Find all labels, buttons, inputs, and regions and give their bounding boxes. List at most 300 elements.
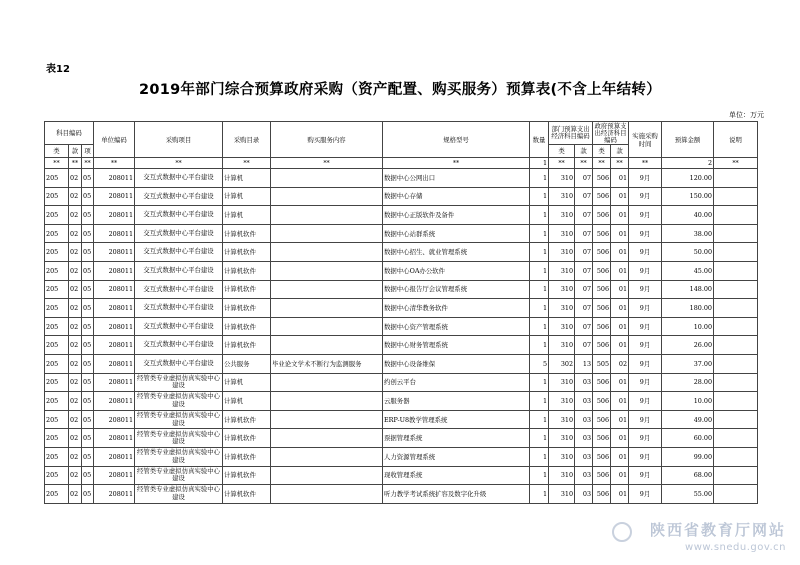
cell-amount: 26.00 xyxy=(662,336,714,355)
cell-xiang: 05 xyxy=(82,224,94,243)
cell-kuan: 02 xyxy=(69,243,82,262)
header-note: 说明 xyxy=(714,122,758,158)
cell-govt-lei: 506 xyxy=(593,206,611,225)
cell-xiang: 05 xyxy=(82,354,94,373)
cell-amount: 55.00 xyxy=(662,485,714,504)
cell-note xyxy=(714,243,758,262)
header-xiang: 项 xyxy=(82,145,94,158)
cell-amount: 50.00 xyxy=(662,243,714,262)
cell-budget-kuan: 03 xyxy=(575,466,593,485)
cell-xiang: 05 xyxy=(82,280,94,299)
cell-budget-kuan: 07 xyxy=(575,187,593,206)
table-row xyxy=(45,485,758,504)
watermark-url: www.snedu.gov.cn xyxy=(685,542,786,553)
cell-budget-lei: 310 xyxy=(549,336,575,355)
cell-govt-kuan: 01 xyxy=(611,206,629,225)
cell-lei: 205 xyxy=(45,169,69,188)
cell-unit-code: 208011 xyxy=(94,280,135,299)
cell-govt-kuan: 01 xyxy=(611,392,629,411)
marker-cell: ** xyxy=(549,158,575,169)
cell-unit-code: 208011 xyxy=(94,317,135,336)
cell-govt-kuan: 01 xyxy=(611,373,629,392)
cell-unit-code: 208011 xyxy=(94,261,135,280)
cell-catalog: 计算机软件 xyxy=(223,317,271,336)
table-row xyxy=(45,336,758,355)
cell-spec: 数据中心公网出口 xyxy=(383,169,530,188)
cell-spec: 云服务器 xyxy=(383,392,530,411)
cell-budget-lei: 310 xyxy=(549,373,575,392)
cell-budget-kuan: 07 xyxy=(575,317,593,336)
cell-unit-code: 208011 xyxy=(94,243,135,262)
cell-amount: 38.00 xyxy=(662,224,714,243)
cell-govt-lei: 506 xyxy=(593,429,611,448)
cell-spec: 数据中心站群系统 xyxy=(383,224,530,243)
cell-impl-time: 9月 xyxy=(629,447,662,466)
cell-quantity: 1 xyxy=(530,410,549,429)
cell-unit-code: 208011 xyxy=(94,299,135,318)
cell-xiang: 05 xyxy=(82,206,94,225)
cell-note xyxy=(714,187,758,206)
cell-govt-kuan: 01 xyxy=(611,410,629,429)
cell-amount: 49.00 xyxy=(662,410,714,429)
cell-kuan: 02 xyxy=(69,466,82,485)
cell-amount: 45.00 xyxy=(662,261,714,280)
cell-quantity: 1 xyxy=(530,317,549,336)
cell-unit-code: 208011 xyxy=(94,206,135,225)
marker-cell: 2 xyxy=(662,158,714,169)
cell-lei: 205 xyxy=(45,429,69,448)
cell-budget-lei: 310 xyxy=(549,429,575,448)
table-row xyxy=(45,261,758,280)
marker-row xyxy=(45,158,758,169)
marker-cell: ** xyxy=(629,158,662,169)
cell-note xyxy=(714,429,758,448)
cell-spec: 数据中心报告厅会议管理系统 xyxy=(383,280,530,299)
header-subject-code: 科目编码 xyxy=(45,122,94,145)
cell-lei: 205 xyxy=(45,336,69,355)
cell-spec: 数据中心清华教务软件 xyxy=(383,299,530,318)
cell-lei: 205 xyxy=(45,224,69,243)
cell-note xyxy=(714,206,758,225)
cell-kuan: 02 xyxy=(69,429,82,448)
table-row xyxy=(45,429,758,448)
header-unit-code: 单位编码 xyxy=(94,122,135,158)
cell-service-content xyxy=(271,280,383,299)
header-budget-kuan: 款 xyxy=(575,145,593,158)
cell-service-content xyxy=(271,447,383,466)
cell-project: 交互式数据中心平台建设 xyxy=(135,317,223,336)
watermark xyxy=(650,519,786,553)
header-service-content: 购买服务内容 xyxy=(271,122,383,158)
cell-note xyxy=(714,224,758,243)
cell-service-content xyxy=(271,336,383,355)
cell-govt-lei: 506 xyxy=(593,243,611,262)
cell-kuan: 02 xyxy=(69,187,82,206)
cell-budget-lei: 310 xyxy=(549,447,575,466)
table-row xyxy=(45,187,758,206)
cell-govt-lei: 506 xyxy=(593,261,611,280)
marker-cell: ** xyxy=(575,158,593,169)
cell-govt-kuan: 01 xyxy=(611,261,629,280)
cell-lei: 205 xyxy=(45,485,69,504)
cell-project: 交互式数据中心平台建设 xyxy=(135,243,223,262)
cell-spec: 人力资源管理系统 xyxy=(383,447,530,466)
header-lei: 类 xyxy=(45,145,69,158)
cell-govt-kuan: 01 xyxy=(611,224,629,243)
cell-amount: 10.00 xyxy=(662,317,714,336)
cell-xiang: 05 xyxy=(82,429,94,448)
header-catalog: 采购目录 xyxy=(223,122,271,158)
table-row xyxy=(45,206,758,225)
cell-govt-lei: 506 xyxy=(593,187,611,206)
cell-budget-lei: 310 xyxy=(549,261,575,280)
cell-impl-time: 9月 xyxy=(629,206,662,225)
cell-budget-kuan: 13 xyxy=(575,354,593,373)
watermark-site-name: 陕西省教育厅网站 xyxy=(649,521,786,539)
cell-lei: 205 xyxy=(45,317,69,336)
cell-xiang: 05 xyxy=(82,410,94,429)
cell-unit-code: 208011 xyxy=(94,336,135,355)
cell-budget-lei: 310 xyxy=(549,392,575,411)
cell-note xyxy=(714,336,758,355)
cell-service-content xyxy=(271,224,383,243)
cell-unit-code: 208011 xyxy=(94,466,135,485)
cell-lei: 205 xyxy=(45,354,69,373)
cell-budget-lei: 310 xyxy=(549,280,575,299)
cell-service-content xyxy=(271,466,383,485)
cell-project: 交互式数据中心平台建设 xyxy=(135,299,223,318)
cell-govt-lei: 506 xyxy=(593,336,611,355)
cell-lei: 205 xyxy=(45,410,69,429)
marker-cell: ** xyxy=(593,158,611,169)
cell-govt-kuan: 01 xyxy=(611,187,629,206)
cell-unit-code: 208011 xyxy=(94,187,135,206)
cell-govt-lei: 505 xyxy=(593,354,611,373)
cell-govt-kuan: 01 xyxy=(611,485,629,504)
page-title: 2019年部门综合预算政府采购（资产配置、购买服务）预算表(不含上年结转） xyxy=(138,82,662,98)
cell-note xyxy=(714,354,758,373)
cell-govt-lei: 506 xyxy=(593,169,611,188)
cell-impl-time: 9月 xyxy=(629,317,662,336)
cell-catalog: 计算机 xyxy=(223,169,271,188)
cell-quantity: 1 xyxy=(530,187,549,206)
header-govt-lei: 类 xyxy=(593,145,611,158)
cell-amount: 37.00 xyxy=(662,354,714,373)
cell-service-content xyxy=(271,392,383,411)
cell-govt-kuan: 02 xyxy=(611,354,629,373)
cell-xiang: 05 xyxy=(82,336,94,355)
cell-project: 经管类专业虚拟仿真实验中心建设 xyxy=(135,466,223,485)
cell-kuan: 02 xyxy=(69,317,82,336)
cell-quantity: 1 xyxy=(530,169,549,188)
cell-lei: 205 xyxy=(45,187,69,206)
cell-lei: 205 xyxy=(45,466,69,485)
table-row xyxy=(45,169,758,188)
cell-amount: 180.00 xyxy=(662,299,714,318)
cell-xiang: 05 xyxy=(82,373,94,392)
header-govt-kuan: 款 xyxy=(611,145,629,158)
header-row-1 xyxy=(45,122,758,145)
cell-quantity: 1 xyxy=(530,485,549,504)
unit-label: 单位：万元 xyxy=(729,111,764,119)
cell-xiang: 05 xyxy=(82,447,94,466)
cell-unit-code: 208011 xyxy=(94,485,135,504)
marker-cell: ** xyxy=(223,158,271,169)
cell-govt-kuan: 01 xyxy=(611,169,629,188)
cell-service-content xyxy=(271,317,383,336)
cell-unit-code: 208011 xyxy=(94,410,135,429)
cell-govt-kuan: 01 xyxy=(611,280,629,299)
cell-catalog: 计算机软件 xyxy=(223,243,271,262)
cell-lei: 205 xyxy=(45,280,69,299)
cell-quantity: 1 xyxy=(530,206,549,225)
cell-budget-lei: 310 xyxy=(549,299,575,318)
cell-service-content xyxy=(271,187,383,206)
header-budget-lei: 类 xyxy=(549,145,575,158)
header-quantity: 数量 xyxy=(530,122,549,158)
cell-kuan: 02 xyxy=(69,336,82,355)
table-number-label: 表12 xyxy=(46,64,70,75)
cell-project: 经管类专业虚拟仿真实验中心建设 xyxy=(135,392,223,411)
cell-spec: 数据中心正版软件及备件 xyxy=(383,206,530,225)
cell-quantity: 1 xyxy=(530,224,549,243)
marker-cell: ** xyxy=(714,158,758,169)
table-row xyxy=(45,317,758,336)
cell-govt-lei: 506 xyxy=(593,373,611,392)
cell-catalog: 计算机软件 xyxy=(223,447,271,466)
cell-kuan: 02 xyxy=(69,206,82,225)
cell-xiang: 05 xyxy=(82,317,94,336)
cell-quantity: 1 xyxy=(530,447,549,466)
table-row xyxy=(45,410,758,429)
cell-impl-time: 9月 xyxy=(629,187,662,206)
cell-note xyxy=(714,447,758,466)
cell-budget-kuan: 07 xyxy=(575,336,593,355)
table-row xyxy=(45,392,758,411)
cell-budget-kuan: 03 xyxy=(575,373,593,392)
cell-catalog: 计算机软件 xyxy=(223,280,271,299)
cell-govt-kuan: 01 xyxy=(611,336,629,355)
cell-amount: 150.00 xyxy=(662,187,714,206)
header-spec: 规格型号 xyxy=(383,122,530,158)
cell-budget-lei: 310 xyxy=(549,466,575,485)
cell-spec: 听力教学考试系统扩容及数字化升级 xyxy=(383,485,530,504)
cell-govt-lei: 506 xyxy=(593,466,611,485)
cell-unit-code: 208011 xyxy=(94,392,135,411)
cell-lei: 205 xyxy=(45,243,69,262)
cell-quantity: 1 xyxy=(530,261,549,280)
marker-cell: ** xyxy=(611,158,629,169)
cell-catalog: 计算机 xyxy=(223,373,271,392)
cell-project: 交互式数据中心平台建设 xyxy=(135,354,223,373)
cell-project: 交互式数据中心平台建设 xyxy=(135,336,223,355)
cell-note xyxy=(714,299,758,318)
cell-govt-lei: 506 xyxy=(593,447,611,466)
cell-amount: 148.00 xyxy=(662,280,714,299)
cell-budget-lei: 310 xyxy=(549,485,575,504)
table-row xyxy=(45,280,758,299)
cell-kuan: 02 xyxy=(69,169,82,188)
cell-service-content xyxy=(271,261,383,280)
cell-spec: 数据中心存储 xyxy=(383,187,530,206)
watermark-logo-icon xyxy=(612,522,632,542)
cell-budget-lei: 302 xyxy=(549,354,575,373)
cell-xiang: 05 xyxy=(82,261,94,280)
cell-project: 经管类专业虚拟仿真实验中心建设 xyxy=(135,429,223,448)
marker-cell: ** xyxy=(69,158,82,169)
cell-unit-code: 208011 xyxy=(94,354,135,373)
cell-budget-kuan: 07 xyxy=(575,206,593,225)
cell-xiang: 05 xyxy=(82,187,94,206)
cell-service-content xyxy=(271,485,383,504)
cell-service-content xyxy=(271,243,383,262)
cell-note xyxy=(714,169,758,188)
cell-kuan: 02 xyxy=(69,299,82,318)
cell-lei: 205 xyxy=(45,206,69,225)
cell-budget-kuan: 03 xyxy=(575,485,593,504)
cell-quantity: 1 xyxy=(530,429,549,448)
cell-budget-lei: 310 xyxy=(549,169,575,188)
cell-service-content xyxy=(271,373,383,392)
cell-budget-lei: 310 xyxy=(549,187,575,206)
cell-note xyxy=(714,317,758,336)
cell-project: 交互式数据中心平台建设 xyxy=(135,187,223,206)
cell-budget-lei: 310 xyxy=(549,410,575,429)
cell-impl-time: 9月 xyxy=(629,224,662,243)
cell-impl-time: 9月 xyxy=(629,466,662,485)
marker-cell: ** xyxy=(135,158,223,169)
cell-note xyxy=(714,410,758,429)
cell-service-content xyxy=(271,410,383,429)
cell-govt-kuan: 01 xyxy=(611,317,629,336)
cell-govt-lei: 506 xyxy=(593,224,611,243)
cell-budget-kuan: 07 xyxy=(575,280,593,299)
cell-impl-time: 9月 xyxy=(629,429,662,448)
table-row xyxy=(45,224,758,243)
cell-impl-time: 9月 xyxy=(629,354,662,373)
cell-note xyxy=(714,392,758,411)
cell-amount: 60.00 xyxy=(662,429,714,448)
cell-kuan: 02 xyxy=(69,354,82,373)
table-row xyxy=(45,354,758,373)
marker-cell: ** xyxy=(82,158,94,169)
cell-xiang: 05 xyxy=(82,169,94,188)
cell-amount: 28.00 xyxy=(662,373,714,392)
cell-budget-lei: 310 xyxy=(549,224,575,243)
cell-lei: 205 xyxy=(45,261,69,280)
cell-impl-time: 9月 xyxy=(629,261,662,280)
cell-spec: 数据中心招生、就业管理系统 xyxy=(383,243,530,262)
cell-kuan: 02 xyxy=(69,410,82,429)
cell-impl-time: 9月 xyxy=(629,280,662,299)
cell-project: 交互式数据中心平台建设 xyxy=(135,280,223,299)
cell-lei: 205 xyxy=(45,373,69,392)
marker-cell: ** xyxy=(271,158,383,169)
table-row xyxy=(45,373,758,392)
cell-lei: 205 xyxy=(45,299,69,318)
cell-catalog: 公共服务 xyxy=(223,354,271,373)
cell-note xyxy=(714,373,758,392)
table-row xyxy=(45,466,758,485)
cell-kuan: 02 xyxy=(69,485,82,504)
cell-service-content xyxy=(271,429,383,448)
cell-govt-lei: 506 xyxy=(593,392,611,411)
cell-impl-time: 9月 xyxy=(629,392,662,411)
cell-quantity: 1 xyxy=(530,243,549,262)
cell-project: 经管类专业虚拟仿真实验中心建设 xyxy=(135,485,223,504)
cell-catalog: 计算机软件 xyxy=(223,466,271,485)
cell-catalog: 计算机软件 xyxy=(223,429,271,448)
cell-catalog: 计算机 xyxy=(223,392,271,411)
cell-spec: 数据中心设备维保 xyxy=(383,354,530,373)
cell-note xyxy=(714,466,758,485)
cell-spec: 约创云平台 xyxy=(383,373,530,392)
cell-kuan: 02 xyxy=(69,447,82,466)
cell-budget-kuan: 03 xyxy=(575,429,593,448)
cell-spec: ERP-U8教学管理系统 xyxy=(383,410,530,429)
cell-budget-kuan: 07 xyxy=(575,299,593,318)
header-amount: 预算金额 xyxy=(662,122,714,158)
cell-govt-kuan: 01 xyxy=(611,243,629,262)
cell-kuan: 02 xyxy=(69,392,82,411)
cell-impl-time: 9月 xyxy=(629,299,662,318)
table-row xyxy=(45,447,758,466)
cell-project: 经管类专业虚拟仿真实验中心建设 xyxy=(135,373,223,392)
cell-govt-lei: 506 xyxy=(593,410,611,429)
cell-project: 交互式数据中心平台建设 xyxy=(135,206,223,225)
cell-xiang: 05 xyxy=(82,485,94,504)
cell-impl-time: 9月 xyxy=(629,243,662,262)
cell-catalog: 计算机 xyxy=(223,187,271,206)
cell-quantity: 1 xyxy=(530,466,549,485)
cell-catalog: 计算机软件 xyxy=(223,336,271,355)
cell-service-content xyxy=(271,206,383,225)
cell-catalog: 计算机软件 xyxy=(223,224,271,243)
cell-govt-kuan: 01 xyxy=(611,299,629,318)
cell-kuan: 02 xyxy=(69,224,82,243)
cell-budget-lei: 310 xyxy=(549,206,575,225)
cell-xiang: 05 xyxy=(82,466,94,485)
cell-impl-time: 9月 xyxy=(629,373,662,392)
cell-impl-time: 9月 xyxy=(629,169,662,188)
table-row xyxy=(45,243,758,262)
cell-note xyxy=(714,485,758,504)
cell-xiang: 05 xyxy=(82,392,94,411)
cell-amount: 40.00 xyxy=(662,206,714,225)
cell-govt-lei: 506 xyxy=(593,485,611,504)
cell-project: 交互式数据中心平台建设 xyxy=(135,169,223,188)
cell-service-content xyxy=(271,299,383,318)
cell-quantity: 5 xyxy=(530,354,549,373)
cell-budget-kuan: 07 xyxy=(575,224,593,243)
cell-quantity: 1 xyxy=(530,392,549,411)
cell-catalog: 计算机软件 xyxy=(223,261,271,280)
cell-xiang: 05 xyxy=(82,299,94,318)
header-kuan: 款 xyxy=(69,145,82,158)
cell-catalog: 计算机软件 xyxy=(223,485,271,504)
cell-impl-time: 9月 xyxy=(629,336,662,355)
cell-govt-lei: 506 xyxy=(593,317,611,336)
header-impl-time: 实施采购时间 xyxy=(629,122,662,158)
cell-catalog: 计算机软件 xyxy=(223,299,271,318)
cell-amount: 10.00 xyxy=(662,392,714,411)
cell-quantity: 1 xyxy=(530,336,549,355)
cell-budget-kuan: 03 xyxy=(575,447,593,466)
cell-quantity: 1 xyxy=(530,373,549,392)
cell-project: 交互式数据中心平台建设 xyxy=(135,261,223,280)
cell-catalog: 计算机软件 xyxy=(223,410,271,429)
budget-table xyxy=(44,121,758,504)
